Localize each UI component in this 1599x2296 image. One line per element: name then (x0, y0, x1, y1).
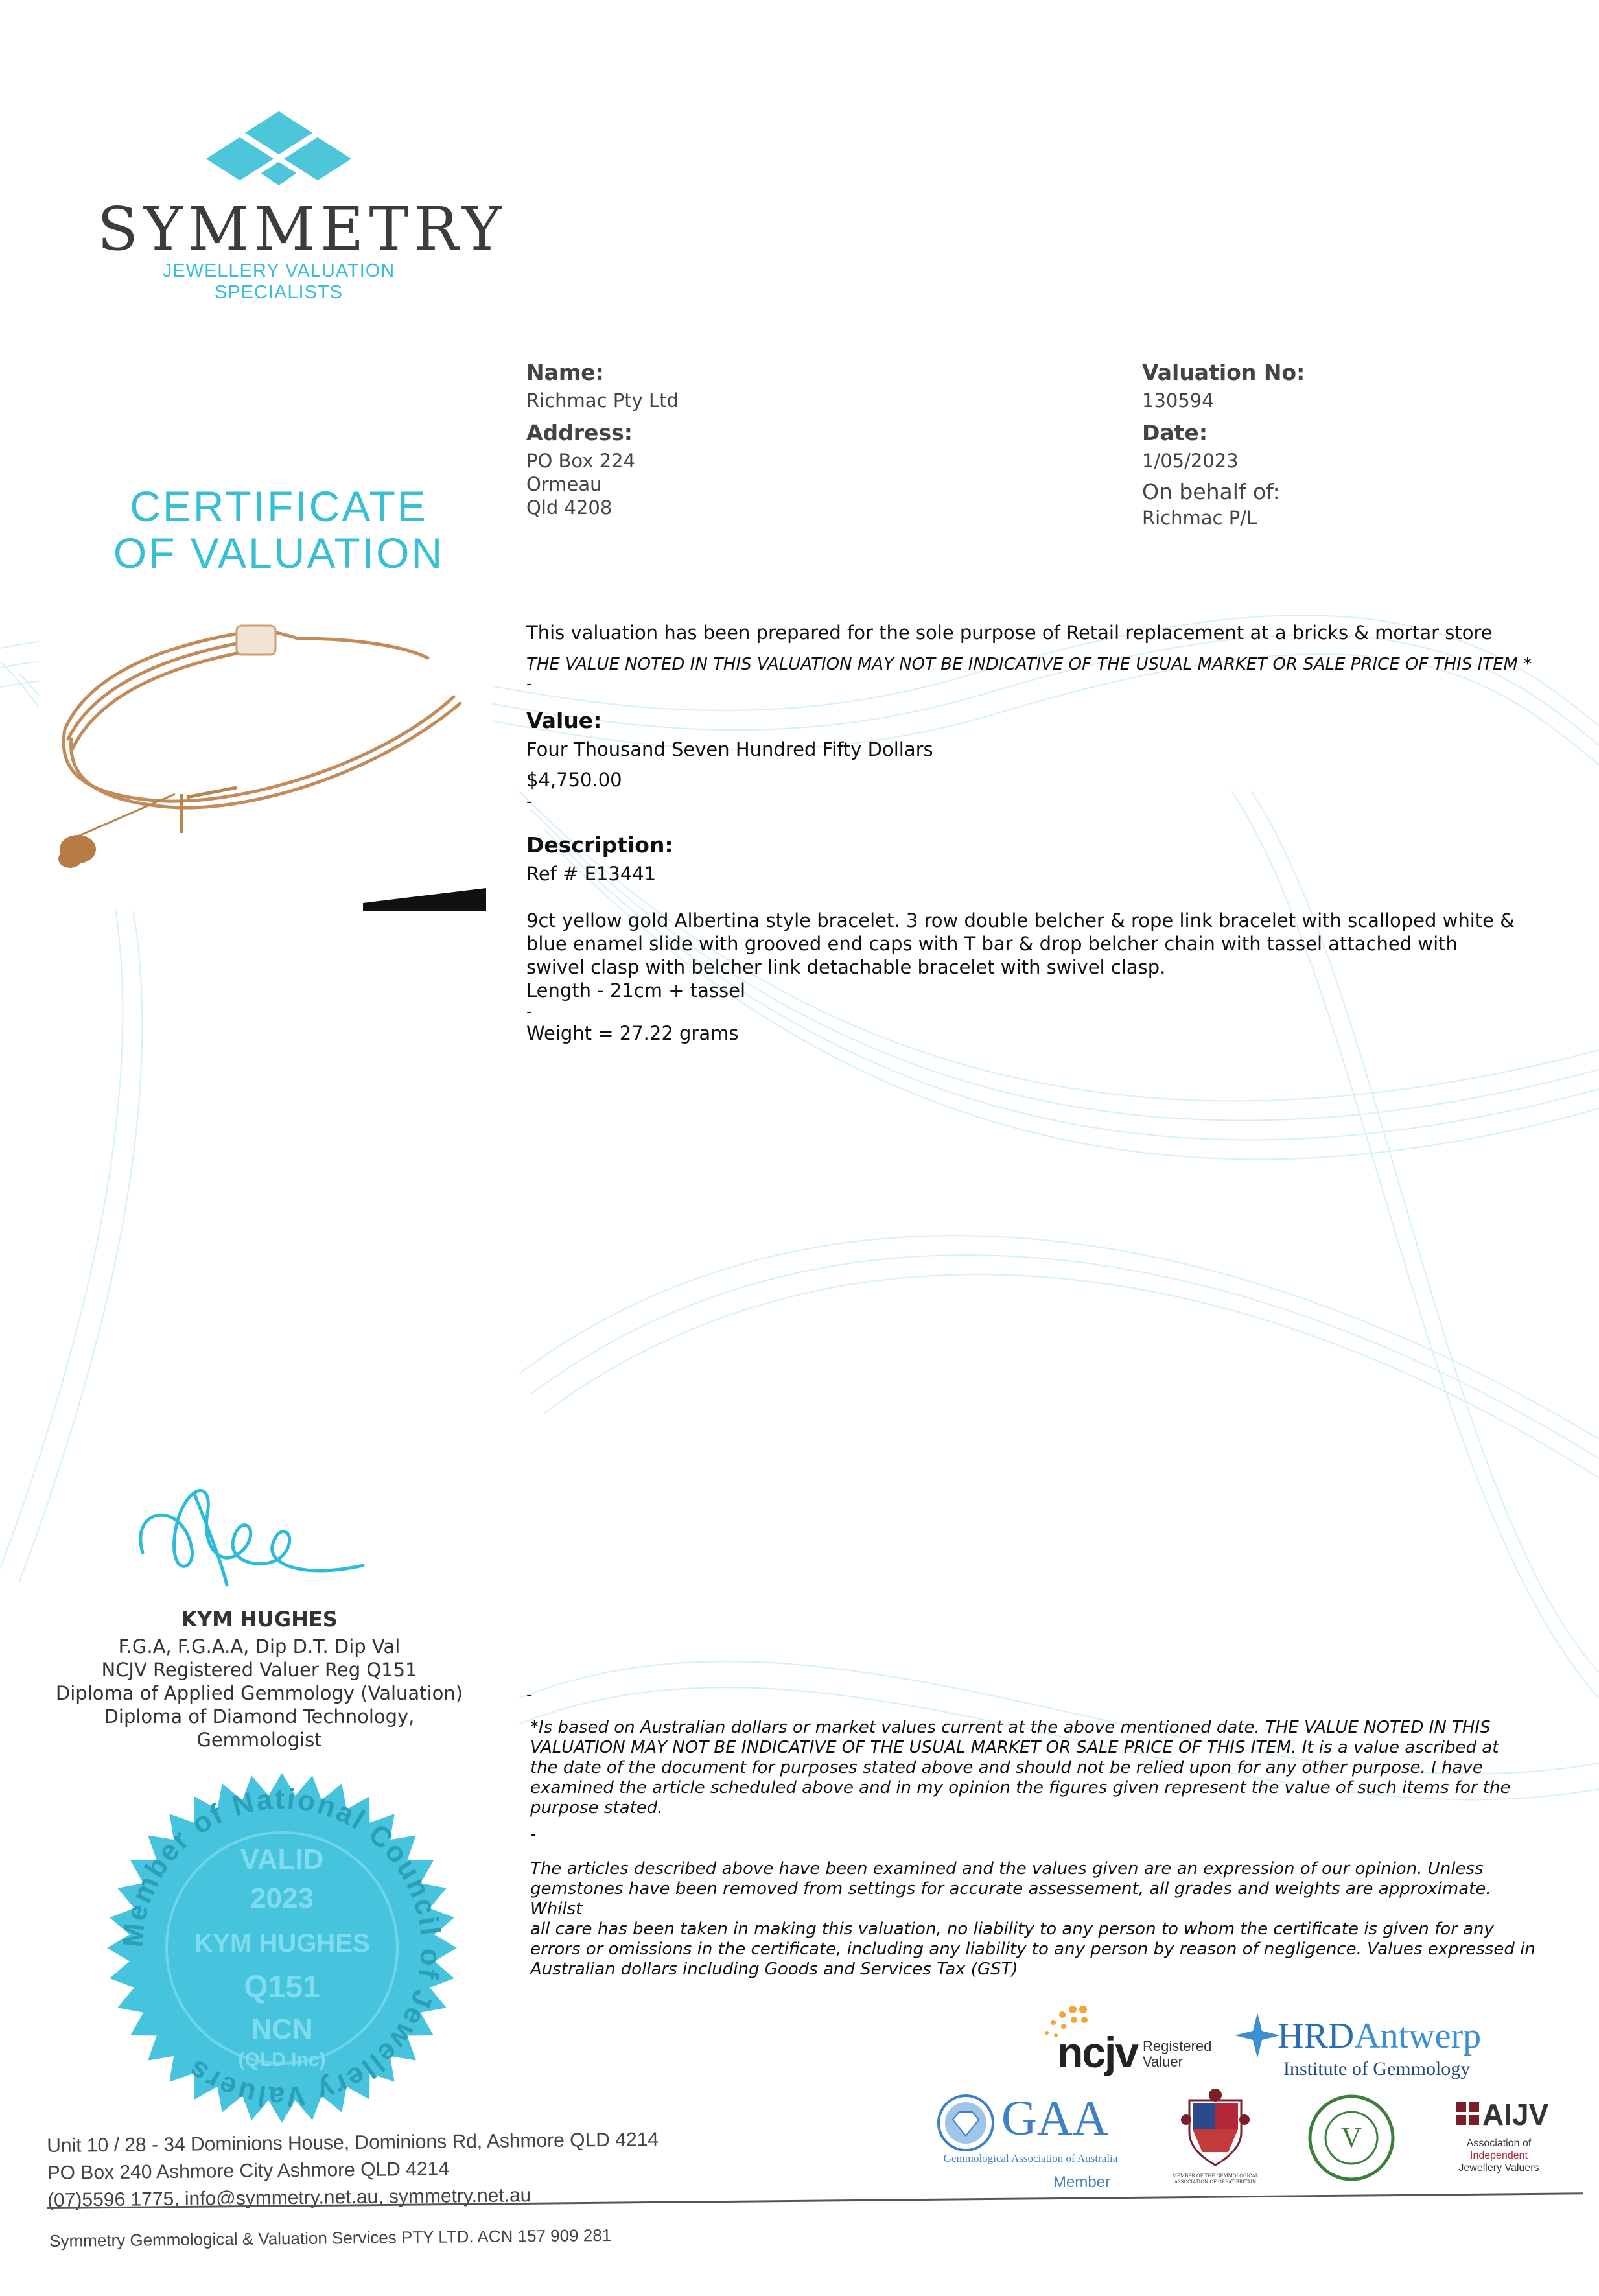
footnote-line: VALUATION MAY NOT BE INDICATIVE OF THE USUAL MARKET OR SALE PRICE OF THIS ITEM. It is a value ascribed at (530, 1738, 1499, 1757)
description-line: blue enamel slide with grooved end caps with T bar & drop belcher chain with tassel attached with (526, 933, 1458, 955)
ncjv-sub (1143, 2039, 1211, 2070)
valuer-block (32, 1608, 486, 1751)
address-line: Ormeau (526, 473, 602, 495)
valuation-number: 130594 (1142, 390, 1214, 412)
footnote-line: the date of the document for purposes stated above and should not be relied upon for any other purpose. I have (530, 1758, 1483, 1777)
footnote-line: purpose stated. (530, 1798, 663, 1818)
aijv-sub-line: Independent (1470, 2150, 1528, 2161)
value-in-words: Four Thousand Seven Hundred Fifty Dollars (526, 738, 933, 760)
gaa-logo (937, 2091, 1125, 2194)
gagb-sub-line: ASSOCIATION OF GREAT BRITAIN (1174, 2179, 1257, 2185)
description-label: Description: (526, 832, 673, 858)
seal-ring-text: Member of National Council of Jewellery Valuers (117, 1783, 447, 2113)
aijv-sub-line: Association of (1466, 2138, 1532, 2149)
seal-line: NCN (251, 2013, 313, 2045)
footnote-liability (530, 1859, 1541, 1980)
ncjv-sub-line: Registered (1143, 2038, 1212, 2054)
on-behalf-value: Richmac P/L (1142, 507, 1257, 529)
seal-line: VALID (240, 1844, 324, 1875)
aijv-text: AIJV (1482, 2098, 1549, 2131)
date-label: Date: (1142, 420, 1208, 445)
gagb-sub-line: MEMBER OF THE GEMMOLOGICAL (1172, 2173, 1259, 2179)
value-amount: $4,750.00 (526, 769, 622, 791)
seal-line: (QLD Inc) (238, 2049, 326, 2070)
footnote-line: Australian dollars including Goods and Services Tax (GST) (530, 1960, 1018, 1979)
ncjv-logo (1034, 2003, 1228, 2081)
footnote-line: all care has been taken in making this valuation, no liability to any person to whom the certificate is given for any (530, 1919, 1494, 1939)
nav-badge-letter: V (1341, 2122, 1362, 2153)
gaa-member: Member (1053, 2173, 1111, 2191)
separator-dash: - (526, 792, 533, 812)
description-line: 9ct yellow gold Albertina style bracelet. 3 row double belcher & rope link bracelet with scalloped white & (526, 909, 1515, 931)
on-behalf-label: On behalf of: (1142, 479, 1280, 504)
aijv-sub (1442, 2137, 1556, 2174)
valuation-block (1142, 360, 1305, 530)
nav-badge-logo (1306, 2092, 1397, 2183)
brand-tagline: JEWELLERY VALUATION SPECIALISTS (162, 261, 395, 303)
separator-dash: - (526, 1002, 533, 1022)
separator-dash: - (526, 1685, 533, 1705)
valuer-signature (130, 1475, 369, 1604)
aijv-squares-icon (1456, 2102, 1480, 2126)
certificate-title (65, 483, 493, 576)
brand-name: SYMMETRY (97, 194, 507, 264)
footer-company: Symmetry Gemmological & Valuation Services PTY LTD. ACN 157 909 281 (49, 2225, 612, 2251)
hrd-subtitle: Institute of Gemmology (1283, 2058, 1471, 2079)
seal-line: KYM HUGHES (194, 1929, 370, 1958)
ncjv-sub-line: Valuer (1143, 2054, 1183, 2070)
valuation-date: 1/05/2023 (1142, 450, 1239, 472)
gaa-subtitle: Gemmological Association of Australia (943, 2152, 1118, 2164)
disclaimer-short: THE VALUE NOTED IN THIS VALUATION MAY NOT BE INDICATIVE OF THE USUAL MARKET OR SALE PRICE OF THIS ITEM * (526, 655, 1532, 674)
client-name: Richmac Pty Ltd (526, 390, 679, 412)
gagb-sub (1167, 2173, 1264, 2185)
client-block (526, 360, 679, 519)
footer-address (47, 2126, 659, 2214)
crest-icon (1180, 2087, 1251, 2172)
valuer-name: KYM HUGHES (181, 1607, 338, 1632)
valuer-credential: Gemmologist (196, 1729, 322, 1751)
hrd-antwerp-logo (1235, 2013, 1513, 2084)
footnote-line: gemstones have been removed from settings for accurate assessement, all grades and weights are approximate. Whilst (530, 1879, 1491, 1919)
name-label: Name: (526, 360, 604, 385)
valuation-number-label: Valuation No: (1142, 360, 1305, 385)
seal-line: Q151 (244, 1970, 320, 2004)
valuer-credential: NCJV Registered Valuer Reg Q151 (101, 1659, 417, 1681)
ncjv-membership-seal (100, 1766, 463, 2129)
description-weight: Weight = 27.22 grams (526, 1022, 739, 1044)
address-line: Qld 4208 (526, 497, 613, 519)
valuer-credential: Diploma of Diamond Technology, (104, 1705, 415, 1728)
footnote-valuation-basis (530, 1718, 1528, 1818)
certificate-title-line-2: OF VALUATION (113, 529, 445, 577)
footnote-line: examined the article scheduled above and in my opinion the figures given represent the value of such items for the (530, 1778, 1511, 1798)
footnote-line: *Is based on Australian dollars or market values current at the above mentioned date. THE VALUE NOTED IN THIS (530, 1718, 1491, 1737)
star-icon (1235, 2013, 1280, 2058)
gaa-diamond-icon (937, 2094, 995, 2152)
separator-dash: - (526, 674, 533, 694)
valuer-credential: F.G.A, F.G.A.A, Dip D.T. Dip Val (118, 1635, 401, 1658)
address-line: PO Box 224 (526, 450, 636, 472)
value-label: Value: (526, 708, 602, 733)
certificate-title-line-1: CERTIFICATE (130, 482, 428, 530)
footer-line: PO Box 240 Ashmore City Ashmore QLD 4214 (47, 2158, 450, 2184)
description-line: Length - 21cm + tassel (526, 979, 746, 1002)
aijv-sub-line: Jewellery Valuers (1458, 2162, 1539, 2173)
separator-dash: - (530, 1825, 537, 1844)
aijv-logo (1442, 2097, 1556, 2181)
gagb-crest-logo (1167, 2087, 1264, 2191)
purpose-line: This valuation has been prepared for the sole purpose of Retail replacement at a bricks & mortar store (526, 622, 1493, 644)
gaa-text: GAA (1001, 2091, 1108, 2146)
footer-line: Unit 10 / 28 - 34 Dominions House, Dominions Rd, Ashmore QLD 4214 (47, 2129, 659, 2157)
footnote-line: The articles described above have been examined and the values given are an expression of our opinion. Unless (530, 1859, 1484, 1879)
description-ref: Ref # E13441 (526, 863, 657, 885)
description-text (526, 909, 1515, 1045)
footnote-line: errors or omissions in the certificate, including any liability to any person by reason of negligence. Values expressed in (530, 1939, 1535, 1959)
address-label: Address: (526, 420, 633, 445)
ncjv-text: ncjv (1057, 2028, 1138, 2076)
hrd-title-part: HRD (1278, 2016, 1355, 2056)
seal-line: 2023 (250, 1882, 314, 1914)
description-line: swivel clasp with belcher link detachable bracelet with swivel clasp. (526, 956, 1166, 978)
diamond-logo-icon (201, 110, 356, 188)
product-photo (39, 600, 493, 911)
valuer-credential: Diploma of Applied Gemmology (Valuation) (55, 1682, 463, 1704)
hrd-title (1278, 2015, 1481, 2057)
footer-line: (07)5596 1775, info@symmetry.net.au, symmetry.net.au (47, 2185, 531, 2211)
hrd-title-part: Antwerp (1354, 2016, 1482, 2056)
